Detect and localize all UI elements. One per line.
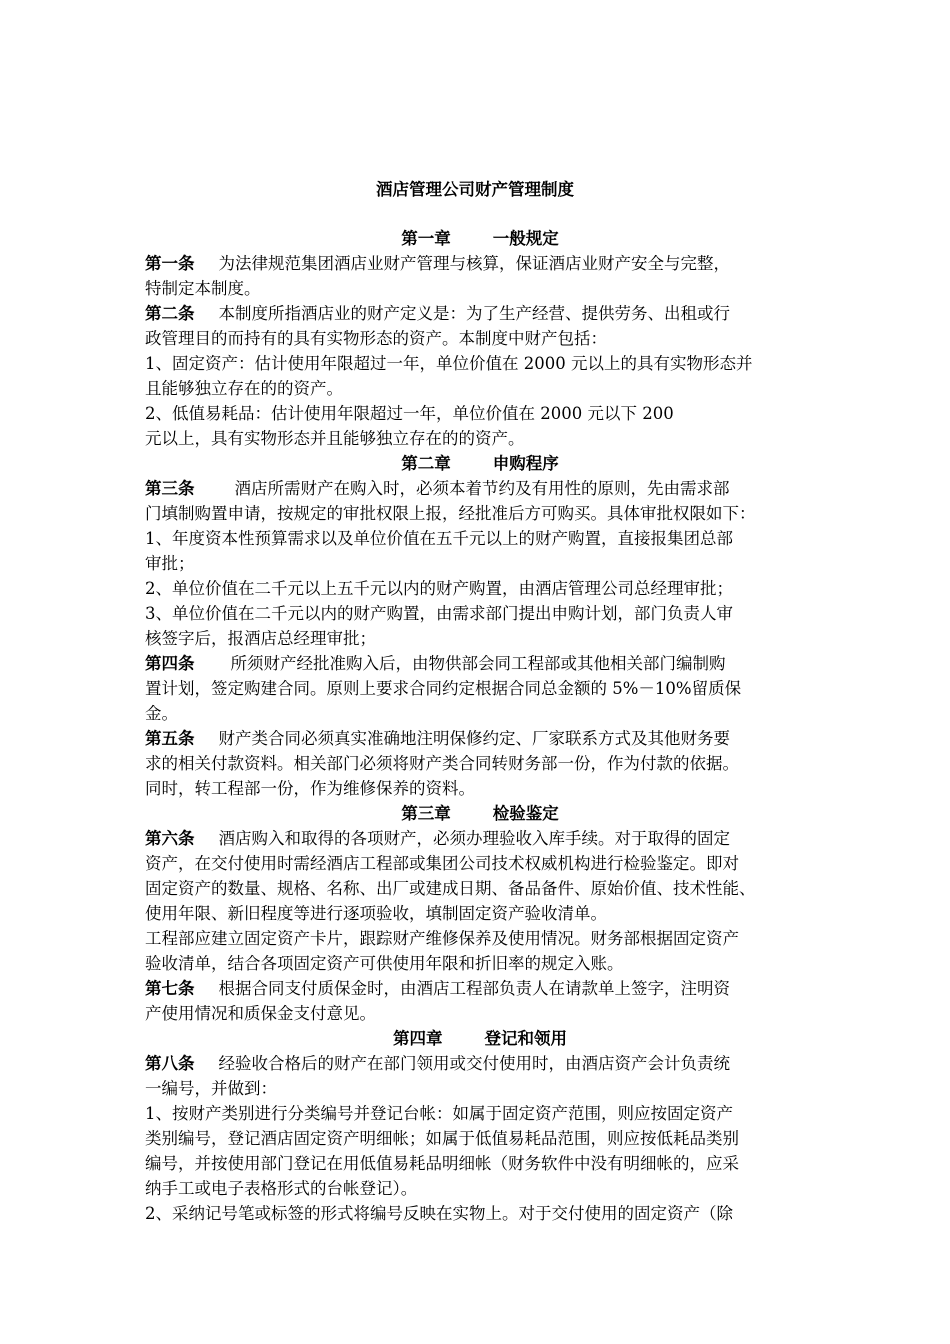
paragraph-text: 酒店购入和取得的各项财产，必须办理验收入库手续。对于取得的固定 (218, 829, 730, 848)
paragraph-line (145, 826, 815, 851)
paragraph-text: 为法律规范集团酒店业财产管理与核算，保证酒店业财产安全与完整， (218, 254, 730, 273)
paragraph-line: 政管理目的而持有的具有实物形态的资产。本制度中财产包括： (145, 329, 607, 348)
paragraph-line (145, 476, 815, 501)
paragraph-line: 工程部应建立固定资产卡片，跟踪财产维修保养及使用情况。财务部根据固定资产 (145, 929, 739, 948)
article-label: 第三条 (145, 479, 195, 498)
article-label: 第二条 (145, 304, 195, 323)
paragraph-text: 根据合同支付质保金时，由酒店工程部负责人在请款单上签字，注明资 (218, 979, 730, 998)
article-label: 第四条 (145, 654, 195, 673)
paragraph-line: 类别编号，登记酒店固定资产明细帐；如属于低值易耗品范围，则应按低耗品类别 (145, 1129, 739, 1148)
chapter-heading (145, 226, 815, 251)
paragraph-line: 3、单位价值在二千元以内的财产购置，由需求部门提出申购计划，部门负责人审 (145, 604, 733, 623)
paragraph-line: 元以上，具有实物形态并且能够独立存在的的资产。 (145, 429, 525, 448)
paragraph-line: 1、按财产类别进行分类编号并登记台帐：如属于固定资产范围，则应按固定资产 (145, 1104, 733, 1123)
chapter-name: 登记和领用 (484, 1029, 567, 1048)
paragraph-line: 产使用情况和质保金支付意见。 (145, 1004, 376, 1023)
paragraph-line: 置计划，签定购建合同。原则上要求合同约定根据合同总金额的 5%－10%留质保 (145, 679, 742, 698)
chapter-number: 第三章 (401, 804, 451, 823)
paragraph-line: 特制定本制度。 (145, 279, 261, 298)
chapter-number: 第二章 (401, 454, 451, 473)
paragraph-line (145, 726, 815, 751)
paragraph-line: 审批； (145, 554, 195, 573)
paragraph-line: 纳手工或电子表格形式的台帐登记）。 (145, 1179, 418, 1198)
article-label: 第六条 (145, 829, 195, 848)
paragraph-line: 求的相关付款资料。相关部门必须将财产类合同转财务部一份，作为付款的依据。 (145, 754, 739, 773)
paragraph-text: 经验收合格后的财产在部门领用或交付使用时，由酒店资产会计负责统 (218, 1054, 730, 1073)
paragraph-line: 一编号，并做到： (145, 1079, 277, 1098)
paragraph-line: 验收清单，结合各项固定资产可供使用年限和折旧率的规定入账。 (145, 954, 624, 973)
chapter-name: 一般规定 (492, 229, 559, 248)
paragraph-line: 1、年度资本性预算需求以及单位价值在五千元以上的财产购置，直接报集团总部 (145, 529, 733, 548)
paragraph-line: 门填制购置申请，按规定的审批权限上报，经批准后方可购买。具体审批权限如下： (145, 504, 756, 523)
paragraph-line (145, 976, 815, 1001)
chapter-name: 检验鉴定 (492, 804, 559, 823)
article-label: 第七条 (145, 979, 195, 998)
paragraph-text: 所须财产经批准购入后，由物供部会同工程部或其他相关部门编制购 (230, 654, 726, 673)
article-label: 第一条 (145, 254, 195, 273)
paragraph-line (145, 1051, 815, 1076)
paragraph-line (145, 301, 815, 326)
paragraph-line: 使用年限、新旧程度等进行逐项验收，填制固定资产验收清单。 (145, 904, 607, 923)
paragraph-line (145, 251, 815, 276)
paragraph-line: 资产，在交付使用时需经酒店工程部或集团公司技术权威机构进行检验鉴定。即对 (145, 854, 739, 873)
paragraph-line: 固定资产的数量、规格、名称、出厂或建成日期、备品备件、原始价值、技术性能、 (145, 879, 756, 898)
paragraph-line: 2、采纳记号笔或标签的形式将编号反映在实物上。对于交付使用的固定资产（除 (145, 1204, 733, 1223)
paragraph-line: 2、低值易耗品：估计使用年限超过一年，单位价值在 2000 元以下 200 (145, 404, 674, 423)
chapter-heading (145, 1026, 815, 1051)
paragraph-text: 财产类合同必须真实准确地注明保修约定、厂家联系方式及其他财务要 (218, 729, 730, 748)
paragraph-line: 编号，并按使用部门登记在用低值易耗品明细帐（财务软件中没有明细帐的，应采 (145, 1154, 739, 1173)
article-label: 第八条 (145, 1054, 195, 1073)
article-label: 第五条 (145, 729, 195, 748)
paragraph-line: 核签字后，报酒店总经理审批； (145, 629, 376, 648)
paragraph-line: 2、单位价值在二千元以上五千元以内的财产购置，由酒店管理公司总经理审批； (145, 579, 733, 598)
paragraph-line: 同时，转工程部一份，作为维修保养的资料。 (145, 779, 475, 798)
chapter-heading (145, 451, 815, 476)
paragraph-text: 本制度所指酒店业的财产定义是：为了生产经营、提供劳务、出租或行 (218, 304, 730, 323)
paragraph-text: 酒店所需财产在购入时，必须本着节约及有用性的原则，先由需求部 (234, 479, 730, 498)
paragraph-line: 1、固定资产：估计使用年限超过一年，单位价值在 2000 元以上的具有实物形态并 (145, 354, 753, 373)
chapter-number: 第四章 (393, 1029, 443, 1048)
chapter-number: 第一章 (401, 229, 451, 248)
paragraph-line: 金。 (145, 704, 178, 723)
chapter-heading (145, 801, 815, 826)
paragraph-line (145, 651, 815, 676)
document-body (145, 226, 815, 1226)
chapter-name: 申购程序 (492, 454, 559, 473)
paragraph-line: 且能够独立存在的的资产。 (145, 379, 343, 398)
document-title: 酒店管理公司财产管理制度 (376, 180, 574, 199)
